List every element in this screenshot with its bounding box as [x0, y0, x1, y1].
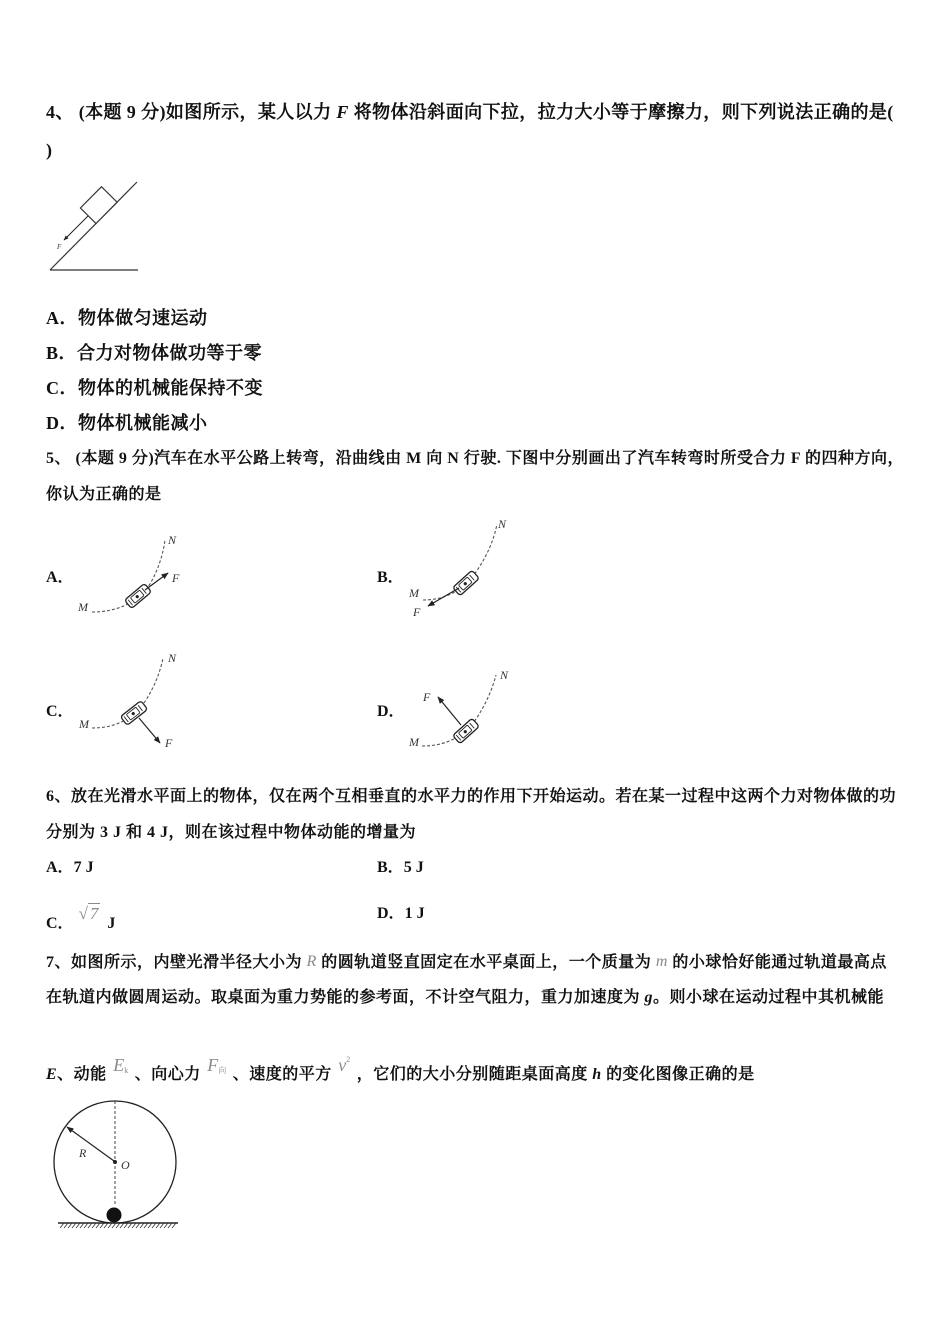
q4-option-b [46, 342, 262, 364]
option-text: 物体做匀速运动 [78, 308, 208, 328]
force-arrow [438, 697, 461, 725]
q5-option-d-figure [400, 660, 525, 755]
sqrt-seven-expression [79, 904, 101, 923]
car-icon [453, 570, 480, 596]
car-icon [453, 718, 480, 744]
q4-option-c [46, 377, 263, 399]
f-subscript: 向 [218, 1066, 227, 1075]
option-label: B． [46, 343, 78, 363]
question-4-stem-line-1 [46, 101, 894, 123]
q4-stem-text-a: 4、 (本题 9 分)如图所示，某人以力 [46, 102, 337, 122]
force-label: F [172, 571, 180, 585]
ek-base: E [113, 1055, 125, 1075]
option-text: 物体机械能减小 [78, 413, 208, 433]
incline-figure [40, 170, 150, 280]
q6-option-a [46, 858, 94, 878]
option-unit: J [107, 915, 116, 932]
ek-subscript: k [124, 1066, 129, 1075]
option-text: 1 J [404, 905, 425, 922]
q7-text-c: 的小球恰好能通过轨道最高点 [667, 954, 887, 971]
pull-force-label: F [57, 243, 62, 251]
option-label: D． [46, 413, 78, 433]
car-icon [120, 701, 147, 726]
q7-text-b: 的圆轨道竖直固定在水平桌面上，一个质量为 [316, 954, 656, 971]
q6-option-d [377, 904, 425, 924]
q5-option-a-figure [70, 525, 195, 620]
car-icon [125, 583, 152, 608]
kinetic-energy-symbol [113, 1055, 128, 1075]
q7-text-i: ，它们的大小分别随距桌面高度 [352, 1066, 593, 1083]
force-label: F [165, 736, 173, 750]
q6-option-c [46, 904, 115, 934]
q4-option-a [46, 307, 208, 329]
v-base: v [338, 1055, 347, 1075]
question-6-stem-line-1: 6、放在光滑水平面上的物体，仅在两个互相垂直的水平力的作用下开始运动。若在某一过程中这两个力对物体做的功 [46, 788, 897, 805]
force-arrow [428, 588, 459, 606]
q5-option-b-figure [400, 510, 525, 620]
q7-text-a: 7、如图所示，内壁光滑半径大小为 [46, 954, 307, 971]
q4-force-variable: F [336, 102, 349, 122]
question-6-stem-line-2: 分别为 3 J 和 4 J，则在该过程中物体动能的增量为 [46, 824, 417, 841]
option-label: D． [377, 905, 405, 922]
option-text: 5 J [403, 859, 424, 876]
q5-option-d-label: D． [377, 703, 405, 720]
question-4-stem-line-2: ) [46, 140, 53, 160]
q7-text-e: 。则小球在运动过程中其机械能 [653, 989, 885, 1006]
mechanical-energy-symbol: E [46, 1066, 58, 1083]
option-label: A． [46, 308, 78, 328]
q5-option-c-label: C． [46, 703, 74, 720]
force-label: F [423, 690, 431, 704]
radicand: 7 [89, 904, 99, 923]
question-7-stem-line-3 [46, 1050, 755, 1085]
velocity-squared-symbol [338, 1055, 350, 1075]
option-text: 物体的机械能保持不变 [78, 378, 263, 398]
option-text: 7 J [73, 859, 94, 876]
q7-text-h: 、速度的平方 [228, 1066, 337, 1083]
end-point-label: N [168, 651, 177, 665]
end-point-label: N [500, 668, 509, 682]
mass-symbol: m [655, 953, 668, 970]
q4-option-d [46, 412, 208, 434]
question-7-stem-line-2 [46, 988, 884, 1008]
radius-symbol: R [306, 953, 317, 970]
q7-text-d: 在轨道内做圆周运动。取桌面为重力势能的参考面，不计空气阻力，重力加速度为 [46, 989, 645, 1006]
force-arrow [139, 718, 160, 743]
end-point-label: N [168, 533, 177, 547]
question-5-stem-line-2: 你认为正确的是 [46, 486, 162, 503]
question-5-stem-line-1: 5、 (本题 9 分)汽车在水平公路上转弯，沿曲线由 M 向 N 行驶. 下图中分别画出了汽车转弯时所受合力 F 的四种方向， [46, 450, 904, 467]
force-label: F [413, 605, 421, 619]
start-point-label: M [79, 717, 89, 731]
q6-option-b [377, 858, 424, 878]
q5-option-c-figure [70, 645, 195, 755]
question-7-stem-line-1 [46, 952, 887, 973]
q7-text-f: 、动能 [57, 1066, 112, 1083]
q4-stem-text-b: 将物体沿斜面向下拉，拉力大小等于摩擦力，则下列说法正确的是( [348, 102, 894, 122]
ball [107, 1208, 122, 1223]
radius-arrow [67, 1127, 114, 1161]
radical-sign: √ [78, 904, 88, 923]
circular-track-figure [45, 1090, 185, 1235]
v-superscript: 2 [346, 1055, 351, 1064]
start-point-label: M [78, 600, 88, 614]
start-point-label: M [409, 735, 419, 749]
height-symbol: h [592, 1066, 602, 1083]
option-label: B． [377, 859, 404, 876]
radius-label: R [79, 1146, 87, 1160]
end-point-label: N [498, 517, 507, 531]
q5-option-b-label: B． [377, 569, 404, 586]
q7-text-j: 的变化图像正确的是 [601, 1066, 755, 1083]
option-label: C． [46, 915, 74, 932]
f-base: F [207, 1055, 219, 1075]
option-label: C． [46, 378, 78, 398]
q7-text-g: 、向心力 [130, 1066, 206, 1083]
force-arrow [145, 573, 168, 590]
center-label: O [121, 1158, 130, 1172]
pull-force-arrow [64, 216, 88, 240]
q5-option-a-label: A． [46, 569, 74, 586]
centripetal-force-symbol [207, 1055, 226, 1075]
gravity-symbol: g [644, 989, 654, 1006]
option-label: A． [46, 859, 74, 876]
start-point-label: M [409, 586, 419, 600]
option-text: 合力对物体做功等于零 [77, 343, 263, 363]
